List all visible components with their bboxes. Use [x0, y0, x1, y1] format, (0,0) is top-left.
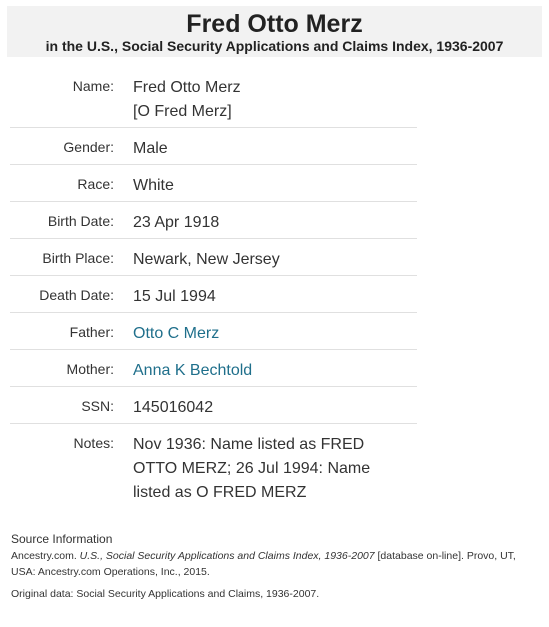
mother-value-cell: [114, 350, 404, 386]
notes-value: [114, 424, 404, 512]
row-death-date: [10, 276, 417, 313]
row-father: [10, 313, 417, 350]
row-race: [10, 165, 417, 202]
source-citation: [11, 548, 541, 580]
row-gender: [10, 128, 417, 165]
father-label: Father:: [69, 324, 114, 340]
father-value-cell: [114, 313, 404, 349]
citation-suffix: [database on-line]. Provo, UT, USA: Ancestry.com Operations, Inc., 2015.: [11, 550, 516, 578]
mother-link[interactable]: Anna K Bechtold: [133, 362, 253, 379]
notes-line: Nov 1936: Name listed as FRED: [133, 436, 365, 453]
death-date-value: 15 Jul 1994: [133, 288, 216, 305]
birth-date-value: 23 Apr 1918: [133, 214, 220, 231]
original-data: Original data: Social Security Applications and Claims, 1936-2007.: [11, 588, 320, 600]
father-link[interactable]: Otto C Merz: [133, 325, 220, 342]
notes-line: listed as O FRED MERZ: [133, 484, 307, 501]
race-value: White: [133, 177, 174, 194]
source-title: Source Information: [11, 532, 113, 546]
row-ssn: [10, 387, 417, 424]
row-notes: [10, 424, 417, 512]
notes-label: Notes:: [73, 435, 114, 451]
birth-place-label: Birth Place:: [42, 250, 114, 266]
name-primary: Fred Otto Merz: [133, 79, 241, 96]
gender-label: Gender:: [63, 139, 114, 155]
ssn-value: 145016042: [133, 399, 214, 416]
birth-date-label: Birth Date:: [47, 213, 114, 229]
record-details: [10, 67, 417, 512]
row-name: [10, 67, 417, 128]
name-alternate: [O Fred Merz]: [133, 103, 232, 120]
mother-label: Mother:: [66, 361, 114, 377]
birth-place-value: Newark, New Jersey: [133, 251, 280, 268]
name-value: [114, 67, 404, 127]
ssn-label: SSN:: [81, 398, 114, 414]
death-date-label: Death Date:: [39, 287, 114, 303]
gender-value: Male: [133, 140, 168, 157]
row-birth-date: [10, 202, 417, 239]
citation-collection: U.S., Social Security Applications and Claims Index, 1936-2007: [79, 550, 375, 562]
race-label: Race:: [77, 176, 114, 192]
row-mother: [10, 350, 417, 387]
collection-subtitle: in the U.S., Social Security Applications and Claims Index, 1936-2007: [45, 38, 504, 54]
page-title: Fred Otto Merz: [186, 10, 363, 38]
row-birth-place: [10, 239, 417, 276]
citation-prefix: Ancestry.com.: [11, 550, 80, 562]
source-information: [11, 532, 541, 600]
record-header: [7, 6, 542, 57]
notes-line: OTTO MERZ; 26 Jul 1994: Name: [133, 460, 371, 477]
name-label: Name:: [72, 78, 114, 94]
